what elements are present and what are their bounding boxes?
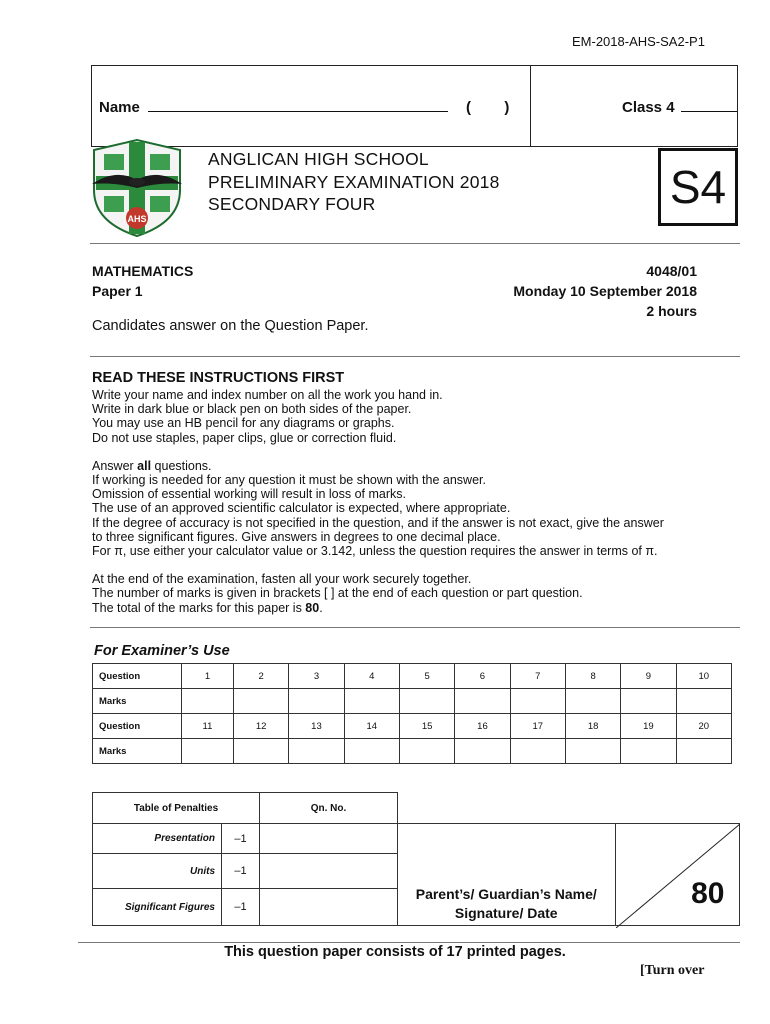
- question-label: Question: [93, 714, 182, 739]
- turn-over-note: [Turn over: [640, 963, 705, 978]
- level-box: S4: [658, 148, 738, 226]
- marks-cell[interactable]: [455, 739, 510, 764]
- rule-lower: [90, 627, 740, 628]
- instruction-line: If the degree of accuracy is not specified in the question, and if the answer is not exact, give the answer: [92, 515, 664, 530]
- instruction-answer-all: Answer all questions.: [92, 458, 212, 473]
- question-number: 13: [289, 714, 344, 739]
- question-number: 17: [510, 714, 565, 739]
- marks-cell[interactable]: [182, 689, 234, 714]
- box-divider: [530, 66, 531, 146]
- name-field[interactable]: [99, 99, 448, 116]
- marks-cell[interactable]: [289, 689, 344, 714]
- duration: 2 hours: [646, 303, 697, 319]
- marks-cell[interactable]: [676, 689, 731, 714]
- instructions-body: [92, 388, 732, 615]
- parent-signature-cell[interactable]: [398, 824, 616, 926]
- instruction-line: Do not use staples, paper clips, glue or correction fluid.: [92, 430, 397, 445]
- question-number: 5: [399, 664, 454, 689]
- total-marks-cell: [615, 824, 739, 926]
- instruction-line: to three significant figures. Give answers in degrees to one decimal place.: [92, 529, 501, 544]
- school-name: ANGLICAN HIGH SCHOOL: [208, 149, 429, 169]
- diagonal-line: [616, 824, 740, 928]
- instruction-line: If working is needed for any question it must be shown with the answer.: [92, 473, 486, 488]
- rule-top: [90, 243, 740, 244]
- marks-cell[interactable]: [399, 689, 454, 714]
- marks-cell[interactable]: [621, 689, 676, 714]
- marks-cell[interactable]: [510, 739, 565, 764]
- penalties-title: Table of Penalties: [93, 793, 260, 824]
- penalty-label: Significant Figures: [93, 889, 222, 926]
- question-number: 20: [676, 714, 731, 739]
- index-parentheses: ( ): [466, 99, 510, 116]
- question-number: 14: [344, 714, 399, 739]
- marks-cell[interactable]: [344, 739, 399, 764]
- question-number: 7: [510, 664, 565, 689]
- question-number: 11: [182, 714, 234, 739]
- question-number: 3: [289, 664, 344, 689]
- question-number: 2: [233, 664, 288, 689]
- examiner-marks-table: [92, 663, 732, 764]
- question-number: 19: [621, 714, 676, 739]
- marks-cell[interactable]: [455, 689, 510, 714]
- instruction-line: Write your name and index number on all the work you hand in.: [92, 388, 443, 402]
- penalty-value: –1: [222, 824, 260, 854]
- penalty-value: –1: [222, 889, 260, 926]
- question-number: 10: [676, 664, 731, 689]
- school-title-block: [208, 148, 500, 216]
- instruction-line: The use of an approved scientific calculator is expected, where appropriate.: [92, 501, 511, 516]
- marks-row: [93, 739, 732, 764]
- instruction-total: The total of the marks for this paper is 80.: [92, 600, 323, 615]
- parent-label: Parent’s/ Guardian’s Name/: [415, 886, 597, 902]
- question-number: 12: [233, 714, 288, 739]
- instructions-title: READ THESE INSTRUCTIONS FIRST: [92, 370, 345, 386]
- marks-cell[interactable]: [510, 689, 565, 714]
- question-number: 9: [621, 664, 676, 689]
- instruction-line: Write in dark blue or black pen on both sides of the paper.: [92, 402, 412, 417]
- crest-letters: AHS: [127, 214, 147, 224]
- marks-cell[interactable]: [565, 739, 620, 764]
- class-blank[interactable]: [681, 109, 737, 112]
- penalties-table: [92, 792, 740, 926]
- paper-meta: [513, 261, 697, 321]
- question-number: 16: [455, 714, 510, 739]
- question-row: [93, 664, 732, 689]
- footer-rule: [78, 942, 740, 943]
- paper-code: 4048/01: [646, 263, 697, 279]
- total-marks: 80: [691, 877, 725, 910]
- penalty-label: Presentation: [93, 824, 222, 854]
- page-count-note: This question paper consists of 17 printed pages.: [224, 944, 566, 960]
- exam-date: Monday 10 September 2018: [513, 283, 697, 299]
- question-row: [93, 714, 732, 739]
- subject-block: [92, 261, 193, 301]
- marks-cell[interactable]: [182, 739, 234, 764]
- instruction-line: The number of marks is given in brackets [ ] at the end of each question or part question.: [92, 586, 583, 601]
- instruction-line: At the end of the examination, fasten all your work securely together.: [92, 572, 472, 587]
- class-label: Class 4: [622, 99, 675, 116]
- instruction-line: Omission of essential working will result in loss of marks.: [92, 487, 406, 502]
- qn-cell[interactable]: [260, 854, 398, 889]
- qn-cell[interactable]: [260, 824, 398, 854]
- document-code: EM-2018-AHS-SA2-P1: [572, 34, 705, 49]
- marks-row: [93, 689, 732, 714]
- name-label: Name: [99, 99, 140, 116]
- marks-cell[interactable]: [344, 689, 399, 714]
- instruction-line: You may use an HB pencil for any diagrams or graphs.: [92, 416, 395, 431]
- paper-number: Paper 1: [92, 283, 143, 299]
- question-number: 6: [455, 664, 510, 689]
- question-number: 8: [565, 664, 620, 689]
- question-number: 18: [565, 714, 620, 739]
- name-blank[interactable]: [148, 109, 448, 112]
- subject: MATHEMATICS: [92, 263, 194, 279]
- marks-cell[interactable]: [289, 739, 344, 764]
- marks-cell[interactable]: [565, 689, 620, 714]
- name-class-box: [91, 65, 738, 147]
- rule-middle: [90, 356, 740, 357]
- marks-cell[interactable]: [233, 689, 288, 714]
- school-crest: [88, 138, 186, 238]
- class-field[interactable]: [622, 99, 737, 116]
- examiner-title: For Examiner’s Use: [94, 643, 230, 659]
- marks-cell[interactable]: [399, 739, 454, 764]
- marks-cell[interactable]: [676, 739, 731, 764]
- instruction-pi: For π, use either your calculator value or 3.142, unless the question requires the answer in terms of π.: [92, 544, 658, 559]
- marks-label: Marks: [93, 689, 182, 714]
- penalty-label: Units: [93, 854, 222, 889]
- exam-name: PRELIMINARY EXAMINATION 2018: [208, 171, 500, 192]
- qn-no-header: Qn. No.: [260, 793, 398, 824]
- candidates-note: Candidates answer on the Question Paper.: [92, 318, 369, 334]
- question-number: 1: [182, 664, 234, 689]
- penalty-value: –1: [222, 854, 260, 889]
- qn-cell[interactable]: [260, 889, 398, 926]
- marks-label: Marks: [93, 739, 182, 764]
- question-number: 4: [344, 664, 399, 689]
- level-name: SECONDARY FOUR: [208, 194, 376, 214]
- question-number: 15: [399, 714, 454, 739]
- question-label: Question: [93, 664, 182, 689]
- signature-label: Signature/ Date: [454, 905, 558, 921]
- marks-cell[interactable]: [233, 739, 288, 764]
- marks-cell[interactable]: [621, 739, 676, 764]
